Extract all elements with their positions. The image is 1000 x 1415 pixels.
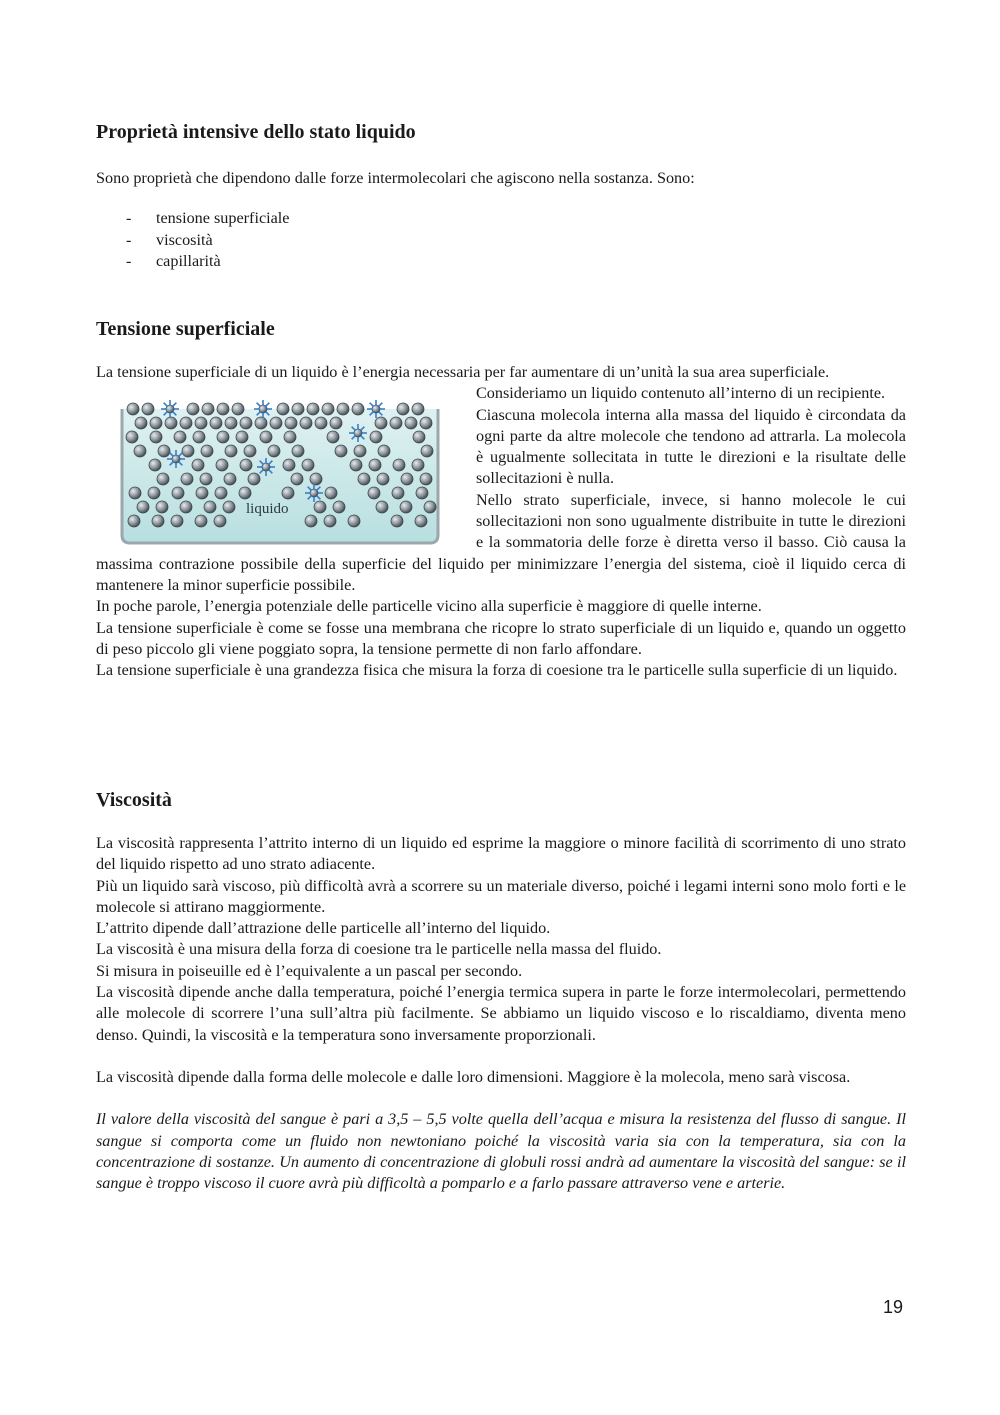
molecule (195, 515, 207, 527)
molecule (392, 487, 404, 499)
molecule (225, 417, 237, 429)
molecule (368, 487, 380, 499)
molecule (192, 459, 204, 471)
molecule (224, 473, 236, 485)
molecule (240, 417, 252, 429)
molecule (424, 501, 436, 513)
molecule (214, 515, 226, 527)
molecule (393, 459, 405, 471)
viscosita-p1: La viscosità rappresenta l’attrito interno di un liquido ed esprime la maggiore o minore facilità di scorrimento di uno strato del liquido rispetto ad uno strato adiacente. (96, 834, 906, 874)
molecule (400, 501, 412, 513)
molecule (149, 459, 161, 471)
tensione-wrap2: Ciascuna molecola interna alla massa del liquido è circondata da ogni parte da altre molecole che tendono ad attrarla. La molecola è ugualmente sollecitata in tutte le direzioni e la risultate delle sollecitazioni è nulla. (476, 405, 906, 488)
molecule (268, 445, 280, 457)
molecule (310, 473, 322, 485)
molecule (180, 501, 192, 513)
tensione-p4: La tensione superficiale è una grandezza fisica che misura la forza di coesione tra le particelle sulla superficie di un liquido. (96, 661, 898, 680)
molecule (327, 431, 339, 443)
molecule (244, 445, 256, 457)
viscosita-p4: La viscosità è una misura della forza di coesione tra le particelle nella massa del fluido. (96, 940, 662, 959)
molecule (196, 487, 208, 499)
molecule (236, 431, 248, 443)
molecule (270, 417, 282, 429)
molecule (421, 445, 433, 457)
tensione-p1: La tensione superficiale di un liquido è l’energia necessaria per far aumentare di un’unità la sua area superficiale. (96, 363, 830, 381)
molecule (156, 501, 168, 513)
molecule (292, 403, 304, 415)
force-star-icon (254, 400, 272, 418)
molecule (333, 501, 345, 513)
section-title-viscosita: Viscosità (96, 789, 172, 811)
molecule (260, 431, 272, 443)
molecule (255, 417, 267, 429)
tensione-p2: In poche parole, l’energia potenziale delle particelle vicino alla superficie è maggiore di quelle interne. (96, 597, 762, 616)
viscosita-p7: La viscosità dipende dalla forma delle molecole e dalle loro dimensioni. Maggiore è la molecola, meno sarà viscosa. (96, 1067, 851, 1086)
force-star-icon (257, 458, 275, 476)
molecule (137, 501, 149, 513)
molecule (401, 473, 413, 485)
force-star-icon (305, 484, 323, 502)
molecule (291, 473, 303, 485)
molecule (335, 445, 347, 457)
list-item: - tensione superficiale (96, 208, 906, 230)
molecule (217, 431, 229, 443)
force-star-icon (349, 424, 367, 442)
molecule (391, 515, 403, 527)
molecule (240, 459, 252, 471)
molecule (200, 473, 212, 485)
molecule (412, 403, 424, 415)
force-star-icon (167, 450, 185, 468)
molecule (202, 403, 214, 415)
molecule (182, 445, 194, 457)
molecule (223, 501, 235, 513)
molecule (415, 515, 427, 527)
molecule (135, 417, 147, 429)
molecule (412, 459, 424, 471)
molecule (128, 515, 140, 527)
molecule (352, 403, 364, 415)
molecule (148, 487, 160, 499)
molecule (292, 445, 304, 457)
molecule (225, 445, 237, 457)
force-star-icon (161, 400, 179, 418)
molecule (390, 417, 402, 429)
molecule (171, 515, 183, 527)
viscosita-p6: La viscosità dipende anche dalla temperatura, poiché l’energia termica supera in parte le forze intermolecolari, permettendo alle molecole di scorrere l’una sull’altra più facilmente. Se abbiamo un liquido viscoso e lo riscaldiamo, diventa meno denso. Quindi, la viscosità e la temperatura sono inversamente proporzionali. (96, 983, 906, 1044)
molecule (358, 473, 370, 485)
molecule (322, 403, 334, 415)
molecule (187, 403, 199, 415)
molecule (282, 487, 294, 499)
molecule (126, 431, 138, 443)
molecule (201, 445, 213, 457)
molecule (150, 431, 162, 443)
molecule (376, 501, 388, 513)
molecule (420, 417, 432, 429)
molecule (350, 459, 362, 471)
molecule (127, 403, 139, 415)
molecule (180, 417, 192, 429)
molecule (324, 515, 336, 527)
molecule (305, 515, 317, 527)
molecule (377, 473, 389, 485)
molecule (378, 445, 390, 457)
molecule (330, 417, 342, 429)
molecule (302, 459, 314, 471)
force-star-icon (367, 400, 385, 418)
section1-intro: Sono proprietà che dipendono dalle forze intermolecolari che agiscono nella sostanza. Sono: (96, 169, 695, 187)
molecule (370, 431, 382, 443)
molecule (248, 473, 260, 485)
molecule (285, 417, 297, 429)
section-title-proprieta: Proprietà intensive dello stato liquido (96, 121, 416, 143)
molecule (420, 473, 432, 485)
molecule (157, 473, 169, 485)
molecule (210, 417, 222, 429)
page-number: 19 (883, 1297, 904, 1317)
molecule (354, 445, 366, 457)
molecule (232, 403, 244, 415)
molecule (142, 403, 154, 415)
molecule (152, 515, 164, 527)
tensione-wrap3: Nello strato superficiale, invece, si hanno molecole le cui sollecitazioni non sono ugualmente distribuite in tutte le direzioni e la sommatoria delle forze è diretta verso il basso. Ciò causa la massima contrazione possibile della superficie del liquido per minimizzare l’energia del sistema, cioè il liquido cerca di mantenere la minor superficie possibile. (96, 490, 906, 594)
viscosita-blood-note: Il valore della viscosità del sangue è pari a 3,5 – 5,5 volte quella dell’acqua e misura la resistenza del flusso di sangue. Il sangue si comporta come un fluido non newtoniano poiché la viscosità varia sia con la temperatura, sia con la concentrazione di sostanze. Un aumento di concentrazione di globuli rossi andrà ad aumentare la viscosità del sangue: se il sangue è troppo viscoso il cuore avrà più difficoltà a pomparlo e a farlo passare attraverso vene e arterie. (96, 1110, 906, 1193)
molecule (277, 403, 289, 415)
molecule (129, 487, 141, 499)
molecule (215, 487, 227, 499)
section-title-tensione: Tensione superficiale (96, 318, 275, 340)
viscosita-p3: L’attrito dipende dall’attrazione delle particelle all’interno del liquido. (96, 919, 551, 938)
molecule (217, 403, 229, 415)
molecule (158, 445, 170, 457)
molecule (216, 459, 228, 471)
molecule (325, 487, 337, 499)
list-item: - viscosità (96, 230, 906, 252)
molecule (413, 431, 425, 443)
list-item: - capillarità (96, 251, 906, 273)
molecule (300, 417, 312, 429)
molecule (369, 459, 381, 471)
molecule (307, 403, 319, 415)
molecule (165, 417, 177, 429)
figure-label: liquido (246, 501, 289, 518)
molecule (283, 459, 295, 471)
molecule (315, 417, 327, 429)
molecule (314, 501, 326, 513)
viscosita-p5: Si misura in poiseuille ed è l’equivalente a un pascal per secondo. (96, 961, 523, 980)
molecule (172, 487, 184, 499)
liquid-molecules-figure (118, 397, 458, 547)
molecule (239, 487, 251, 499)
molecule (416, 487, 428, 499)
tensione-p3: La tensione superficiale è come se fosse una membrana che ricopre lo strato superficiale di un liquido e, quando un oggetto di peso piccolo gli viene poggiato sopra, la tensione permette di non farlo affondare. (96, 618, 906, 658)
molecule (193, 431, 205, 443)
molecule (337, 403, 349, 415)
molecule (195, 417, 207, 429)
viscosita-p2: Più un liquido sarà viscoso, più difficoltà avrà a scorrere su un materiale diverso, poiché i legami interni sono molo forti e le molecole si attirano maggiormente. (96, 876, 906, 916)
tensione-wrap1: Consideriamo un liquido contenuto all’interno di un recipiente. (476, 384, 886, 403)
molecule (204, 501, 216, 513)
molecule (405, 417, 417, 429)
molecule (134, 445, 146, 457)
properties-list (96, 208, 906, 273)
molecule (375, 417, 387, 429)
molecule (348, 515, 360, 527)
molecule (397, 403, 409, 415)
molecule (284, 431, 296, 443)
molecule (181, 473, 193, 485)
molecule (174, 431, 186, 443)
molecule (150, 417, 162, 429)
